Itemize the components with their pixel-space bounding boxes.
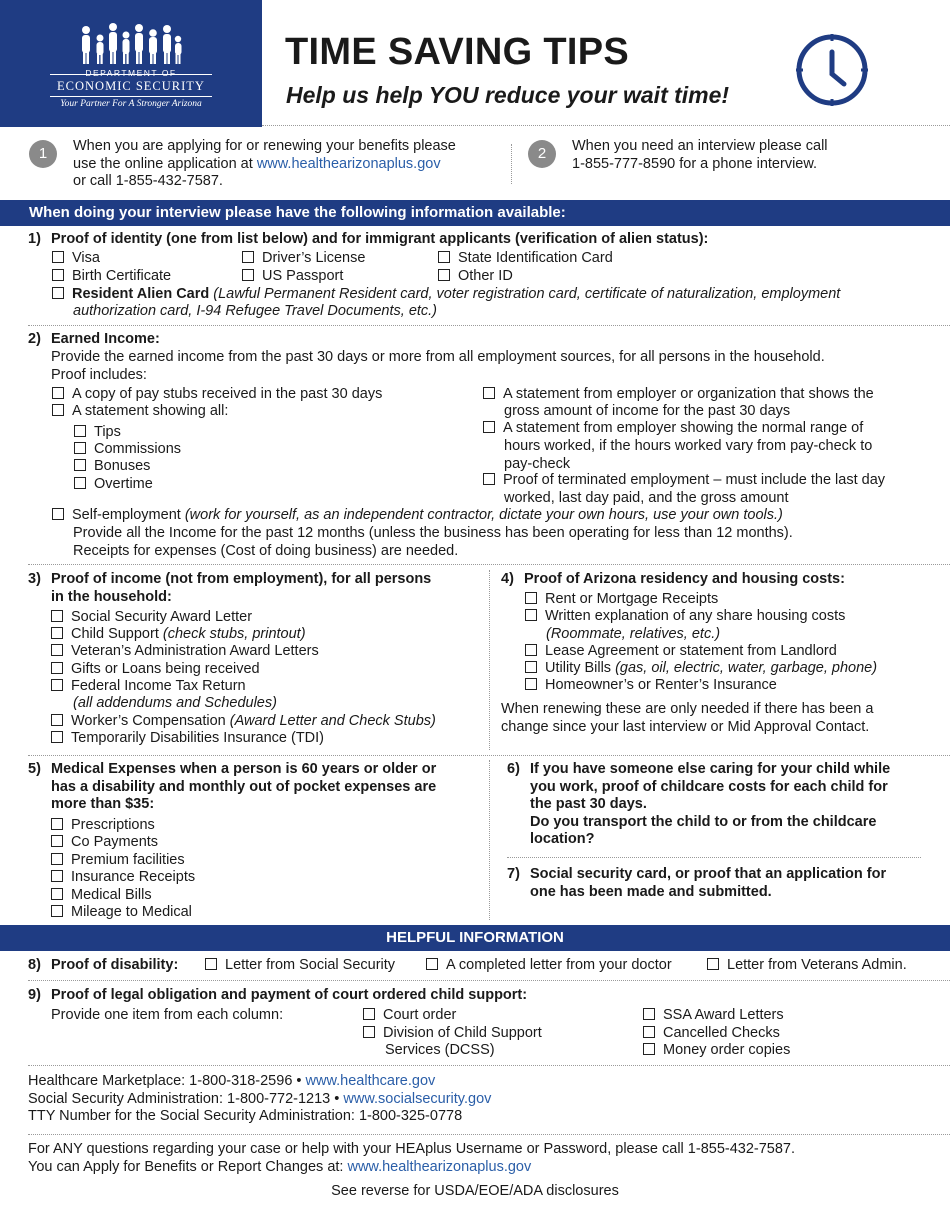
checkbox-premium-facilities[interactable]: Premium facilities [51, 852, 185, 870]
s2-r1-cont: gross amount of income for the past 30 days [504, 403, 791, 419]
checkbox-self-employment[interactable]: Self-employment (work for yourself, as an independent contractor, dictate your own hours, use your own tools.) [52, 507, 783, 525]
checkbox-dcss[interactable]: Division of Child Support [363, 1025, 542, 1043]
checkbox-terminated-employment[interactable]: Proof of terminated employment – must include the last day [483, 472, 885, 490]
checkbox-child-support[interactable]: Child Support (check stubs, printout) [51, 626, 306, 644]
s2-description: Provide the earned income from the past 30 days or more from all employment sources, for all persons in the household. [51, 349, 825, 365]
checkbox-workers-comp[interactable]: Worker’s Compensation (Award Letter and Check Stubs) [51, 713, 436, 731]
dcss-cont: Services (DCSS) [385, 1042, 495, 1058]
checkbox-co-payments[interactable]: Co Payments [51, 834, 158, 852]
divider [262, 125, 950, 126]
checkbox-veterans-letter[interactable]: Letter from Veterans Admin. [707, 957, 907, 975]
s6-text: If you have someone else caring for your child while you work, proof of childcare costs for each child for the past 30 days. Do you transport the child to or from the childcare location? [530, 761, 891, 847]
checkbox-cancelled-checks[interactable]: Cancelled Checks [643, 1025, 780, 1043]
page-title: TIME SAVING TIPS [285, 31, 630, 73]
s9-number: 9) [28, 987, 41, 1003]
checkbox-other-id[interactable]: Other ID [438, 268, 513, 286]
checkbox-mileage[interactable]: Mileage to Medical [51, 904, 192, 922]
checkbox-employer-hours[interactable]: A statement from employer showing the normal range of [483, 420, 863, 438]
tip-1-number: 1 [29, 140, 57, 168]
s6-number: 6) [507, 761, 520, 777]
des-logo [0, 0, 262, 127]
checkbox-tdi[interactable]: Temporarily Disabilities Insurance (TDI) [51, 730, 324, 748]
checkbox-resident-alien-card[interactable]: Resident Alien Card (Lawful Permanent Resident card, voter registration card, certificate of naturalization, employment [52, 286, 840, 304]
logo-agency: ECONOMIC SECURITY [57, 79, 205, 93]
socialsecurity-gov-link[interactable]: www.socialsecurity.gov [343, 1090, 492, 1107]
checkbox-commissions[interactable]: Commissions [74, 441, 181, 459]
checkbox-birth-certificate[interactable]: Birth Certificate [52, 268, 171, 286]
checkbox-share-housing[interactable]: Written explanation of any share housing costs [525, 608, 845, 626]
contacts: Healthcare Marketplace: 1-800-318-2596 • www.healthcare.gov Social Security Administration: 1-800-772-1213 • www.socialsecurity.gov TTY Number for the Social Security Administration: 1-800-325-0778 [28, 1073, 492, 1124]
checkbox-ssa-award-letters[interactable]: SSA Award Letters [643, 1007, 784, 1025]
checkbox-money-order[interactable]: Money order copies [643, 1042, 790, 1060]
s2-number: 2) [28, 331, 41, 347]
s4-number: 4) [501, 571, 514, 587]
tip-1-text: When you are applying for or renewing your benefits please use the online application at www.healthearizonaplus.gov or call 1-855-432-7587. [73, 138, 456, 189]
s9-heading: Proof of legal obligation and payment of court ordered child support: [51, 987, 528, 1003]
divider [28, 325, 950, 326]
self-employment-detail: Provide all the Income for the past 12 months (unless the business has been operating for less than 12 months). Receipts for expenses (Cost of doing business) are needed. [73, 525, 793, 559]
s5-number: 5) [28, 761, 41, 777]
divider [28, 564, 950, 565]
healthcare-gov-link[interactable]: www.healthcare.gov [305, 1073, 436, 1089]
s2-proof-label: Proof includes: [51, 367, 147, 383]
checkbox-drivers-license[interactable]: Driver’s License [242, 250, 365, 268]
checkbox-gifts-loans[interactable]: Gifts or Loans being received [51, 661, 260, 679]
checkbox-visa[interactable]: Visa [52, 250, 100, 268]
checkbox-employer-statement-gross[interactable]: A statement from employer or organization that shows the [483, 386, 874, 404]
checkbox-homeowners-insurance[interactable]: Homeowner’s or Renter’s Insurance [525, 677, 777, 695]
s3-number: 3) [28, 571, 41, 587]
checkbox-ssa-award-letter[interactable]: Social Security Award Letter [51, 609, 252, 627]
s9-description: Provide one item from each column: [51, 1007, 284, 1023]
checkbox-medical-bills[interactable]: Medical Bills [51, 887, 152, 905]
divider [489, 760, 490, 920]
checkbox-overtime[interactable]: Overtime [74, 476, 153, 494]
checkbox-us-passport[interactable]: US Passport [242, 268, 343, 286]
logo-department: DEPARTMENT OF [85, 68, 177, 78]
tip-2-number: 2 [528, 140, 556, 168]
divider [511, 144, 512, 184]
s7-number: 7) [507, 866, 520, 882]
s4-heading: Proof of Arizona residency and housing costs: [524, 571, 845, 587]
s4-renewal-note: When renewing these are only needed if there has been a change since your last interview or Mid Approval Contact. [501, 701, 874, 735]
page-subtitle: Help us help YOU reduce your wait time! [286, 82, 730, 108]
divider [507, 857, 921, 858]
checkbox-court-order[interactable]: Court order [363, 1007, 456, 1025]
healthearizonaplus-footer-link[interactable]: www.healthearizonaplus.gov [347, 1158, 532, 1175]
s2-heading: Earned Income: [51, 331, 160, 347]
s8-heading: Proof of disability: [51, 957, 179, 973]
s2-r2-cont: hours worked, if the hours worked vary from pay-check to pay-check [504, 438, 873, 472]
checkbox-lease-agreement[interactable]: Lease Agreement or statement from Landlord [525, 643, 837, 661]
checkbox-federal-tax-return[interactable]: Federal Income Tax Return [51, 678, 246, 696]
checkbox-doctor-letter[interactable]: A completed letter from your doctor [426, 957, 672, 975]
s3-heading: Proof of income (not from employment), for all persons in the household: [51, 571, 432, 605]
s8-number: 8) [28, 957, 41, 973]
s1-heading: Proof of identity (one from list below) and for immigrant applicants (verification of alien status): [51, 231, 709, 247]
checkbox-rent-mortgage[interactable]: Rent or Mortgage Receipts [525, 591, 718, 609]
s7-text: Social security card, or proof that an application for one has been made and submitted. [530, 866, 887, 900]
resident-alien-detail: authorization card, I-94 Refugee Travel Documents, etc.) [73, 303, 438, 319]
healthearizonaplus-link[interactable]: www.healthearizonaplus.gov [256, 155, 441, 172]
checkbox-tips[interactable]: Tips [74, 424, 121, 442]
divider [28, 755, 950, 756]
tip-2-text: When you need an interview please call 1-855-777-8590 for a phone interview. [572, 138, 828, 172]
divider [28, 980, 950, 981]
interview-info-bar: When doing your interview please have the following information available: [0, 200, 950, 226]
reverse-note: See reverse for USDA/EOE/ADA disclosures [331, 1183, 619, 1199]
clock-icon [794, 32, 870, 108]
checkbox-pay-stubs[interactable]: A copy of pay stubs received in the past 30 days [52, 386, 382, 404]
helpful-info-bar: HELPFUL INFORMATION [0, 925, 950, 951]
family-figures-icon [74, 22, 186, 66]
checkbox-va-award-letters[interactable]: Veteran’s Administration Award Letters [51, 643, 319, 661]
checkbox-bonuses[interactable]: Bonuses [74, 458, 150, 476]
share-housing-detail: (Roommate, relatives, etc.) [546, 626, 721, 642]
divider [28, 1134, 950, 1135]
s1-number: 1) [28, 231, 41, 247]
checkbox-state-id[interactable]: State Identification Card [438, 250, 613, 268]
checkbox-insurance-receipts[interactable]: Insurance Receipts [51, 869, 195, 887]
footer: For ANY questions regarding your case or help with your HEAplus Username or Password, please call 1-855-432-7587. You can Apply for Benefits or Report Changes at: www.healthearizonaplus.gov [28, 1141, 796, 1175]
s2-r3-cont: worked, last day paid, and the gross amount [504, 490, 789, 506]
checkbox-statement-all[interactable]: A statement showing all: [52, 403, 228, 421]
checkbox-prescriptions[interactable]: Prescriptions [51, 817, 155, 835]
s5-heading: Medical Expenses when a person is 60 years or older or has a disability and monthly out of pocket expenses are more than $35: [51, 761, 437, 812]
logo-tagline: Your Partner For A Stronger Arizona [50, 96, 212, 110]
tax-return-detail: (all addendums and Schedules) [73, 695, 277, 711]
checkbox-ssa-letter[interactable]: Letter from Social Security [205, 957, 395, 975]
divider [489, 570, 490, 750]
divider [28, 1065, 950, 1066]
checkbox-utility-bills[interactable]: Utility Bills (gas, oil, electric, water, garbage, phone) [525, 660, 877, 678]
